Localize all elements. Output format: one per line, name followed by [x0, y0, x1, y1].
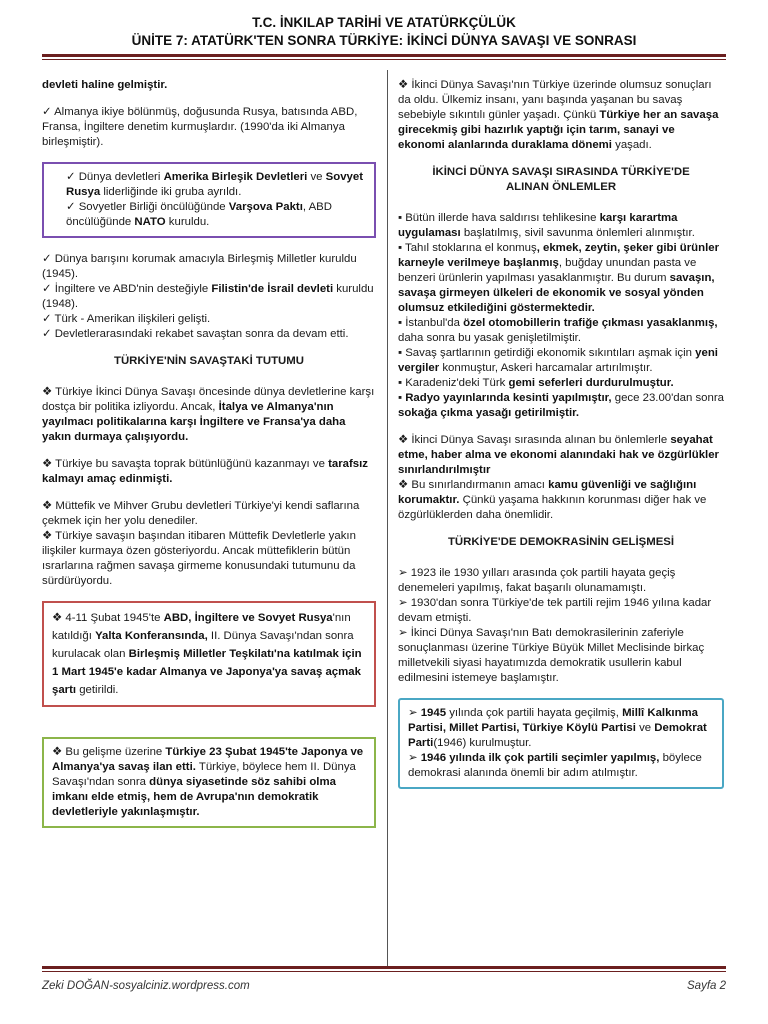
section-heading: TÜRKİYE'NİN SAVAŞTAKİ TUTUMU [113, 355, 304, 367]
box-item: ✓ Dünya devletleri Amerika Birleşik Devletleri ve Sovyet Rusya liderliğinde iki gruba ayrıldı. [66, 171, 364, 198]
paragraph: ❖ Bu sınırlandırmanın amacı kamu güvenliği ve sağlığını korumaktır. Çünkü yaşama hakkının korunması diğer hak ve özgürlüklerden daha önemlidir. [398, 479, 707, 521]
paragraph: devleti haline gelmiştir. [42, 79, 168, 91]
header-rule-thick [42, 54, 726, 57]
list-item: ✓ Dünya barışını korumak amacıyla Birleşmiş Milletler kuruldu (1945). [42, 253, 357, 280]
page-number: Sayfa 2 [687, 980, 726, 992]
header-title: T.C. İNKILAP TARİHİ VE ATATÜRKÇÜLÜK [252, 15, 516, 30]
left-column [42, 78, 376, 842]
footer-rule-thin [42, 971, 726, 972]
list-item: ▪ Savaş şartlarının getirdiği ekonomik sıkıntıları aşmak için yeni vergiler konmuştur, Askeri harcamalar artırılmıştır. [398, 347, 718, 374]
highlight-box-green: ❖ Bu gelişme üzerine Türkiye 23 Şubat 1945'te Japonya ve Almanya'ya savaş ilan etti. Türkiye, böylece hem II. Dünya Savaşı'ndan sonra dünya siyasetinde söz sahibi olma imkanı elde etmiş, hem de Avrupa'nın demokratik devletleriyle yakınlaşmıştır. [42, 737, 376, 828]
box-item: ➢ 1945 yılında çok partili hayata geçilmiş, Millî Kalkınma Partisi, Millet Partisi, Türkiye Köylü Partisi ve Demokrat Parti(1946) kurulmuştur. [408, 707, 707, 749]
list-item: ✓ Türk - Amerikan ilişkileri gelişti. [42, 313, 211, 325]
section-heading: TÜRKİYE'DE DEMOKRASİNİN GELİŞMESİ [447, 536, 675, 548]
box-item: ➢ 1946 yılında ilk çok partili seçimler yapılmış, böylece demokrasi alanında önemli bir adım atılmıştır. [408, 752, 702, 779]
list-item: ▪ İstanbul'da özel otomobillerin trafiğe çıkması yasaklanmış, daha sonra bu yasak genişletilmiştir. [398, 317, 718, 344]
header-rule-thin [42, 59, 726, 60]
highlight-box-blue [398, 698, 724, 789]
list-item: ➢ 1930'dan sonra Türkiye'de tek partili rejim 1946 yılına kadar devam etmişti. [398, 597, 712, 624]
box-item: ✓ Sovyetler Birliği öncülüğünde Varşova Paktı, ABD öncülüğünde NATO kuruldu. [66, 201, 332, 228]
section-heading: İKİNCİ DÜNYA SAVAŞI SIRASINDA TÜRKİYE'DE ALINAN ÖNLEMLER [432, 166, 690, 193]
header-subtitle: ÜNİTE 7: ATATÜRK'TEN SONRA TÜRKİYE: İKİNCİ DÜNYA SAVAŞI VE SONRASI [131, 33, 637, 48]
page-footer [42, 980, 726, 992]
list-item: ➢ 1923 ile 1930 yılları arasında çok partili hayata geçiş denemeleri yapılmış, fakat başarılı olunamamıştı. [398, 567, 676, 594]
list-item: ▪ Karadeniz'deki Türk gemi seferleri durdurulmuştur. [398, 377, 674, 389]
list-item: ▪ Bütün illerde hava saldırısı tehlikesine karşı karartma uygulaması başlatılmış, sivil savunma önlemleri alınmıştır. [398, 212, 695, 239]
list-item: ▪ Tahıl stoklarına el konmuş, ekmek, zeytin, şeker gibi ürünler karneyle verilmeye başlanmış, buğday unundan pasta ve benzeri ürünlerin yapılması yasaklanmıştır. Bu durum savaşın, savaşa girmeyen ülkeleri de ekonomik ve sosyal yönden olumsuz etkilediğini göstermektedir. [398, 242, 720, 314]
paragraph: ❖ Türkiye İkinci Dünya Savaşı öncesinde dünya devletlerine karşı dostça bir politika izliyordu. Ancak, İtalya ve Almanya'nın yayılmacı politikalarına karşı İngiltere ve Fransa'ya daha yakın durmaya çalışıyordu. [42, 386, 375, 443]
page-header [0, 14, 768, 50]
list-item: ➢ İkinci Dünya Savaşı'nın Batı demokrasilerinin zaferiyle sonuçlanması üzerine Türkiye Büyük Millet Meclisinde birkaç milletvekili siyasi hayatımızda demokratik usullerin kabul edilmesini istemeye başlamıştır. [398, 627, 705, 684]
paragraph: ❖ Müttefik ve Mihver Grubu devletleri Türkiye'yi kendi saflarına çekmek için her yolu denediler. [42, 500, 360, 527]
list-item: ✓ İngiltere ve ABD'nin desteğiyle Filistin'de İsrail devleti kuruldu (1948). [42, 283, 374, 310]
paragraph: ❖ İkinci Dünya Savaşı'nın Türkiye üzerinde olumsuz sonuçları da oldu. Ülkemiz insanı, yanı başında yaşanan bu savaş sebebiyle sıkıntılı günler yaşadı. Çünkü Türkiye her an savaşa girecekmiş gibi hazırlık yaptığı için tarım, sanayi ve ekonomi alanlarında duraklama dönemi yaşadı. [398, 79, 719, 151]
right-column [398, 78, 724, 803]
highlight-box-red: ❖ 4-11 Şubat 1945'te ABD, İngiltere ve Sovyet Rusya'nın katıldığı Yalta Konferansında, II. Dünya Savaşı'ndan sonra kurulacak olan Birleşmiş Milletler Teşkilatı'na katılmak için 1 Mart 1945'e kadar Almanya ve Japonya'ya savaş açmak şartı getirildi. [42, 601, 376, 707]
paragraph: ❖ Türkiye savaşın başından itibaren Müttefik Devletlerle yakın ilişkiler kurmaya özen gösteriyordu. Ancak müttefiklerin bütün ısrarlarına rağmen savaşa girmeme konusundaki tutumunu da sürdürüyordu. [42, 530, 356, 587]
column-divider [387, 70, 388, 966]
list-item: ▪ Radyo yayınlarında kesinti yapılmıştır, gece 23.00'dan sonra sokağa çıkma yasağı getirilmiştir. [398, 392, 724, 419]
footer-rule-thick [42, 966, 726, 969]
list-item: ✓ Devletlerarasındaki rekabet savaştan sonra da devam etti. [42, 328, 349, 340]
paragraph: ❖ İkinci Dünya Savaşı sırasında alınan bu önlemlerle seyahat etme, haber alma ve ekonomi alanındaki hak ve özgürlükler sınırlandırılmıştır [398, 434, 719, 476]
footer-source: Zeki DOĞAN-sosyalciniz.wordpress.com [42, 980, 250, 992]
paragraph: ✓ Almanya ikiye bölünmüş, doğusunda Rusya, batısında ABD, Fransa, İngiltere denetim kurmuşlardır. (1990'da iki Almanya birleşmiştir). [42, 106, 358, 148]
paragraph: ❖ Türkiye bu savaşta toprak bütünlüğünü kazanmayı ve tarafsız kalmayı amaç edinmişti. [42, 458, 368, 485]
highlight-box-purple [42, 162, 376, 238]
